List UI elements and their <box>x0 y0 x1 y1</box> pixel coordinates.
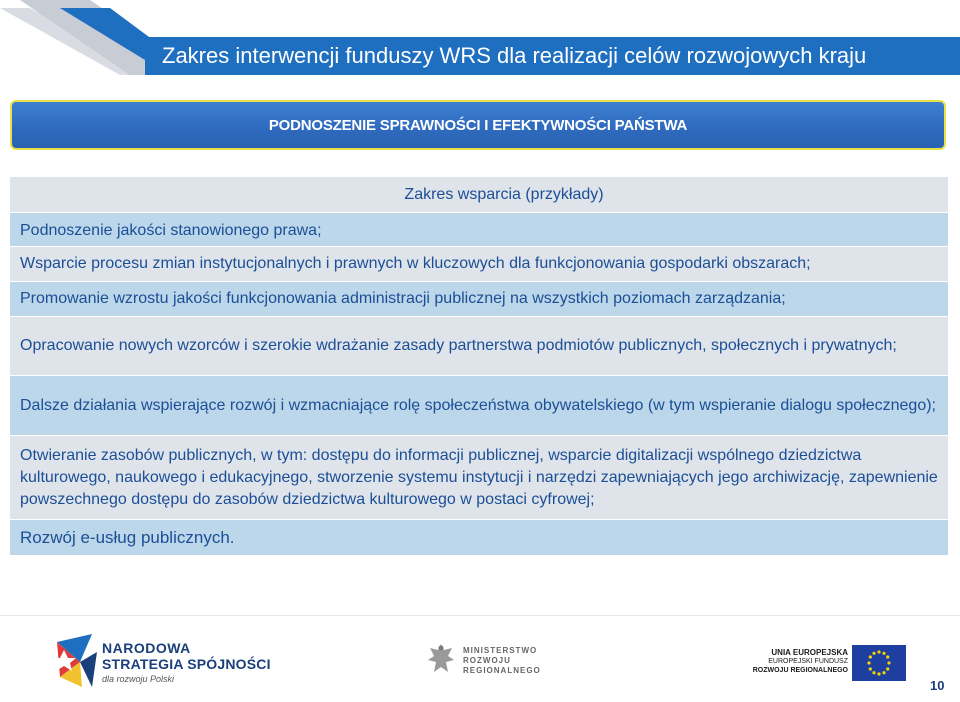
table-row: Promowanie wzrostu jakości funkcjonowania administracji publicznej na wszystkich poziomach zarządzania; <box>10 281 948 316</box>
nss-logo-line3: dla rozwoju Polski <box>102 674 175 684</box>
eu-line1: UNIA EUROPEJSKA <box>771 648 848 657</box>
table-row: Opracowanie nowych wzorców i szerokie wdrażanie zasady partnerstwa podmiotów publicznych, społecznych i prywatnych; <box>10 316 948 375</box>
eu-line3: ROZWOJU REGIONALNEGO <box>752 667 848 674</box>
support-table <box>10 177 948 555</box>
nss-logo-line2: STRATEGIA SPÓJNOŚCI <box>102 656 271 672</box>
eagle-emblem-icon <box>426 642 456 678</box>
page-title: Zakres interwencji funduszy WRS dla realizacji celów rozwojowych kraju <box>162 43 867 68</box>
ministry-line2: ROZWOJU <box>463 656 511 665</box>
table-row: Dalsze działania wspierające rozwój i wzmacniające rolę społeczeństwa obywatelskiego (w tym wspieranie dialogu społecznego); <box>10 375 948 435</box>
table-row: Podnoszenie jakości stanowionego prawa; <box>10 212 948 246</box>
table-row: Wsparcie procesu zmian instytucjonalnych i prawnych w kluczowych dla funkcjonowania gospodarki obszarach; <box>10 246 948 281</box>
section-banner <box>10 100 946 150</box>
eu-flag-icon <box>852 645 906 681</box>
ministry-line1: MINISTERSTWO <box>463 646 538 655</box>
eu-line2: EUROPEJSKI FUNDUSZ <box>768 658 848 665</box>
section-title: PODNOSZENIE SPRAWNOŚCI I EFEKTYWNOŚCI PAŃSTWA <box>268 116 688 134</box>
page-number: 10 <box>930 678 945 693</box>
table-header: Zakres wsparcia (przykłady) <box>10 177 948 212</box>
ministry-line3: REGIONALNEGO <box>463 666 541 675</box>
table-row: Otwieranie zasobów publicznych, w tym: dostępu do informacji publicznej, wsparcie digitalizacji wspólnego dziedzictwa kulturowego, naukowego i edukacyjnego, stworzenie systemu instytucji i narzędzi zapewniających jego archiwizację, zapewnienie powszechnego dostępu do zasobów dziedzictwa kulturowego w postaci cyfrowej; <box>10 435 948 519</box>
footer-divider <box>0 615 960 616</box>
nss-logo-line1: NARODOWA <box>102 640 191 656</box>
table-row: Rozwój e-usług publicznych. <box>10 519 948 555</box>
